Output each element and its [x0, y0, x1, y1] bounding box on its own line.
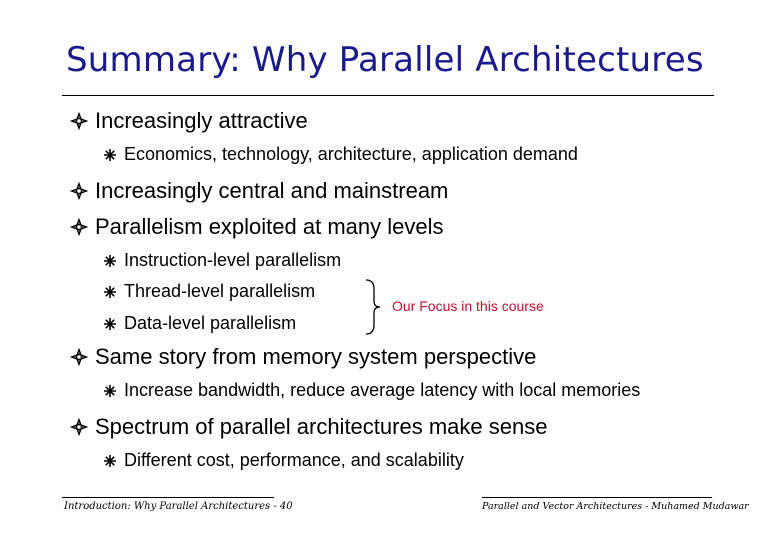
footer-left-rule	[62, 497, 274, 498]
bullet-item-2	[70, 178, 448, 204]
star-bullet-icon	[104, 385, 116, 397]
bullet-item-4	[70, 344, 536, 370]
sub-bullet-item-6	[104, 450, 464, 471]
star-bullet-icon	[104, 149, 116, 161]
sub-bullet-item-1	[104, 144, 578, 165]
star-bullet-icon	[104, 255, 116, 267]
footer-right-rule	[482, 497, 712, 498]
sub-bullet-text: Economics, technology, architecture, application demand	[124, 144, 578, 164]
footer-right: Parallel and Vector Architectures - Muhamed Mudawar	[482, 501, 749, 512]
title-underline	[62, 95, 714, 96]
sub-bullet-item-3	[104, 281, 315, 302]
star-bullet-icon	[104, 286, 116, 298]
bullet-text: Same story from memory system perspective	[95, 344, 537, 369]
sub-bullet-text: Different cost, performance, and scalability	[124, 450, 464, 470]
sub-bullet-item-2	[104, 250, 341, 271]
diamond-bullet-icon	[70, 418, 88, 436]
footer-left: Introduction: Why Parallel Architectures - 40	[64, 501, 293, 512]
slide-title: Summary: Why Parallel Architectures	[66, 40, 704, 80]
star-bullet-icon	[104, 455, 116, 467]
focus-note: Our Focus in this course	[392, 298, 544, 314]
bullet-item-1	[70, 108, 308, 134]
sub-bullet-item-5	[104, 380, 640, 401]
diamond-bullet-icon	[70, 348, 88, 366]
sub-bullet-item-4	[104, 313, 296, 334]
bullet-text: Parallelism exploited at many levels	[95, 214, 444, 239]
bullet-item-5	[70, 414, 547, 440]
bullet-text: Increasingly central and mainstream	[95, 178, 449, 203]
diamond-bullet-icon	[70, 218, 88, 236]
sub-bullet-text: Increase bandwidth, reduce average latency with local memories	[124, 380, 641, 400]
sub-bullet-text: Instruction-level parallelism	[124, 250, 342, 270]
sub-bullet-text: Thread-level parallelism	[124, 281, 316, 301]
sub-bullet-text: Data-level parallelism	[124, 313, 297, 333]
star-bullet-icon	[104, 318, 116, 330]
diamond-bullet-icon	[70, 182, 88, 200]
bullet-text: Increasingly attractive	[95, 108, 308, 133]
bullet-text: Spectrum of parallel architectures make sense	[95, 414, 548, 439]
right-brace-icon	[365, 279, 381, 335]
diamond-bullet-icon	[70, 112, 88, 130]
bullet-item-3	[70, 214, 444, 240]
